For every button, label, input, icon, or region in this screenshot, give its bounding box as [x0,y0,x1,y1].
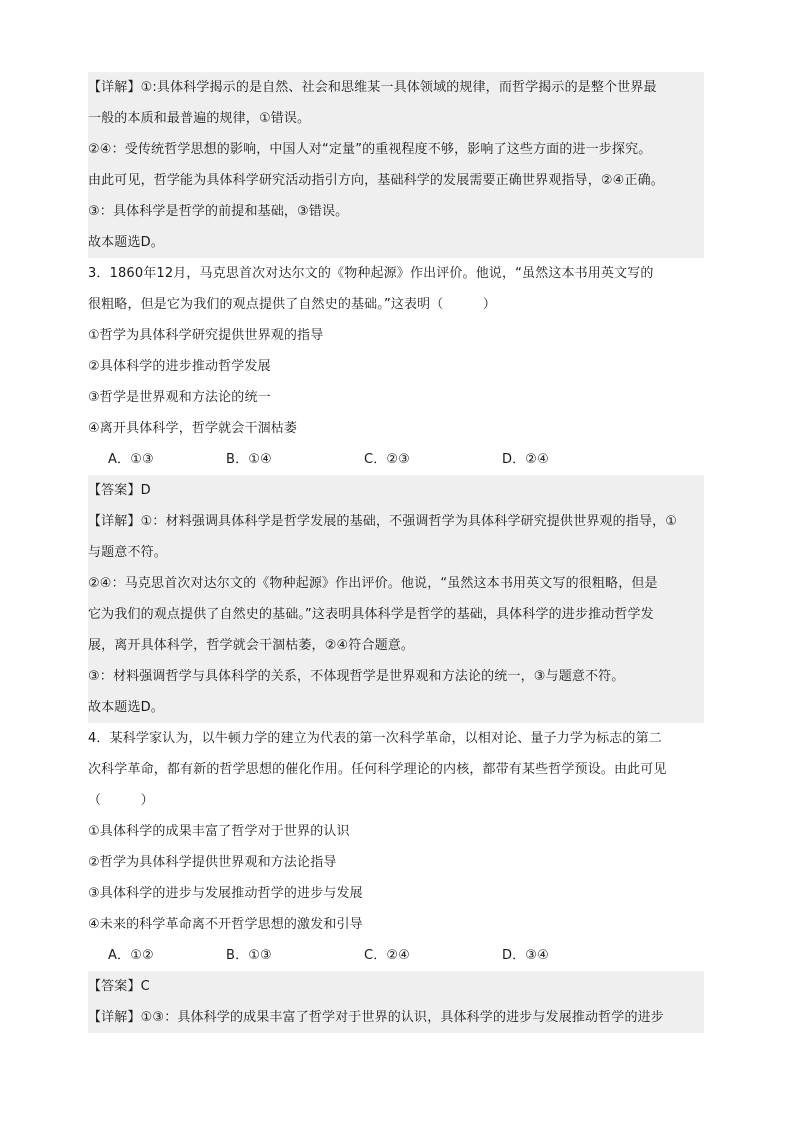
answer-options [88,940,704,971]
question-stem-line: （ ） [88,793,154,808]
explanation-block-q2 [88,72,704,258]
explanation-line: ③：具体科学是哲学的前提和基础，③错误。 [88,204,349,219]
statement-item: ③哲学是世界观和方法论的统一 [88,390,271,405]
explanation-line: 【详解】①：材料强调具体科学是哲学发展的基础，不强调哲学为具体科学研究提供世界观的指导，① [88,514,678,529]
option-d: D．③④ [502,948,549,963]
answer-block-q4 [88,971,704,1033]
option-a: A．①② [108,948,154,963]
option-d: D．②④ [502,452,549,467]
answer-label: 【答案】D [88,483,151,498]
explanation-line: 【详解】①③：具体科学的成果丰富了哲学对于世界的认识，具体科学的进步与发展推动哲学的进步 [88,1010,664,1025]
explanation-line: 它为我们的观点提供了自然史的基础。”这表明具体科学是哲学的基础，具体科学的进步推动哲学发 [88,607,654,622]
explanation-line: ②④：受传统哲学思想的影响，中国人对“定量”的重视程度不够，影响了这些方面的进一步探究。 [88,142,652,157]
question-stem-line: 3．1860年12月，马克思首次对达尔文的《物种起源》作出评价。他说，“虽然这本书用英文写的 [88,266,654,281]
statement-item: ④未来的科学革命离不开哲学思想的激发和引导 [88,917,363,932]
explanation-line: 【详解】①:具体科学揭示的是自然、社会和思维某一具体领域的规律，而哲学揭示的是整个世界最 [88,80,657,95]
question-4 [88,723,704,971]
explanation-line: 故本题选D。 [88,700,164,715]
explanation-line: 故本题选D。 [88,235,164,250]
option-c: C．②④ [364,948,410,963]
statement-item: ①哲学为具体科学研究提供世界观的指导 [88,328,324,343]
explanation-line: 与题意不符。 [88,545,167,560]
question-stem-line: 次科学革命，都有新的哲学思想的催化作用。任何科学理论的内核，都带有某些哲学预设。由此可见 [88,762,667,777]
answer-label: 【答案】C [88,979,150,994]
statement-item: ①具体科学的成果丰富了哲学对于世界的认识 [88,824,350,839]
statement-item: ③具体科学的进步与发展推动哲学的进步与发展 [88,886,363,901]
answer-block-q3 [88,475,704,723]
question-3 [88,258,704,475]
explanation-line: 展，离开具体科学，哲学就会干涸枯萎，②④符合题意。 [88,638,415,653]
statement-item: ④离开具体科学，哲学就会干涸枯萎 [88,421,298,436]
question-stem-line: 很粗略，但是它为我们的观点提供了自然史的基础。”这表明（ ） [88,297,497,312]
statement-item: ②具体科学的进步推动哲学发展 [88,359,271,374]
question-stem-line: 4．某科学家认为，以牛顿力学的建立为代表的第一次科学革命，以相对论、量子力学为标志的第二 [88,731,662,746]
option-b: B．①④ [226,452,272,467]
explanation-line: ②④：马克思首次对达尔文的《物种起源》作出评价。他说，“虽然这本书用英文写的很粗略，但是 [88,576,658,591]
document-page [88,72,704,1033]
option-c: C．②③ [364,452,410,467]
answer-options [88,444,704,475]
explanation-line: ③：材料强调哲学与具体科学的关系，不体现哲学是世界观和方法论的统一，③与题意不符。 [88,669,625,684]
option-b: B．①③ [226,948,272,963]
explanation-line: 一般的本质和最普遍的规律，①错误。 [88,111,311,126]
explanation-line: 由此可见，哲学能为具体科学研究活动指引方向，基础科学的发展需要正确世界观指导，②④正确。 [88,173,664,188]
statement-item: ②哲学为具体科学提供世界观和方法论指导 [88,855,337,870]
option-a: A．①③ [108,452,154,467]
